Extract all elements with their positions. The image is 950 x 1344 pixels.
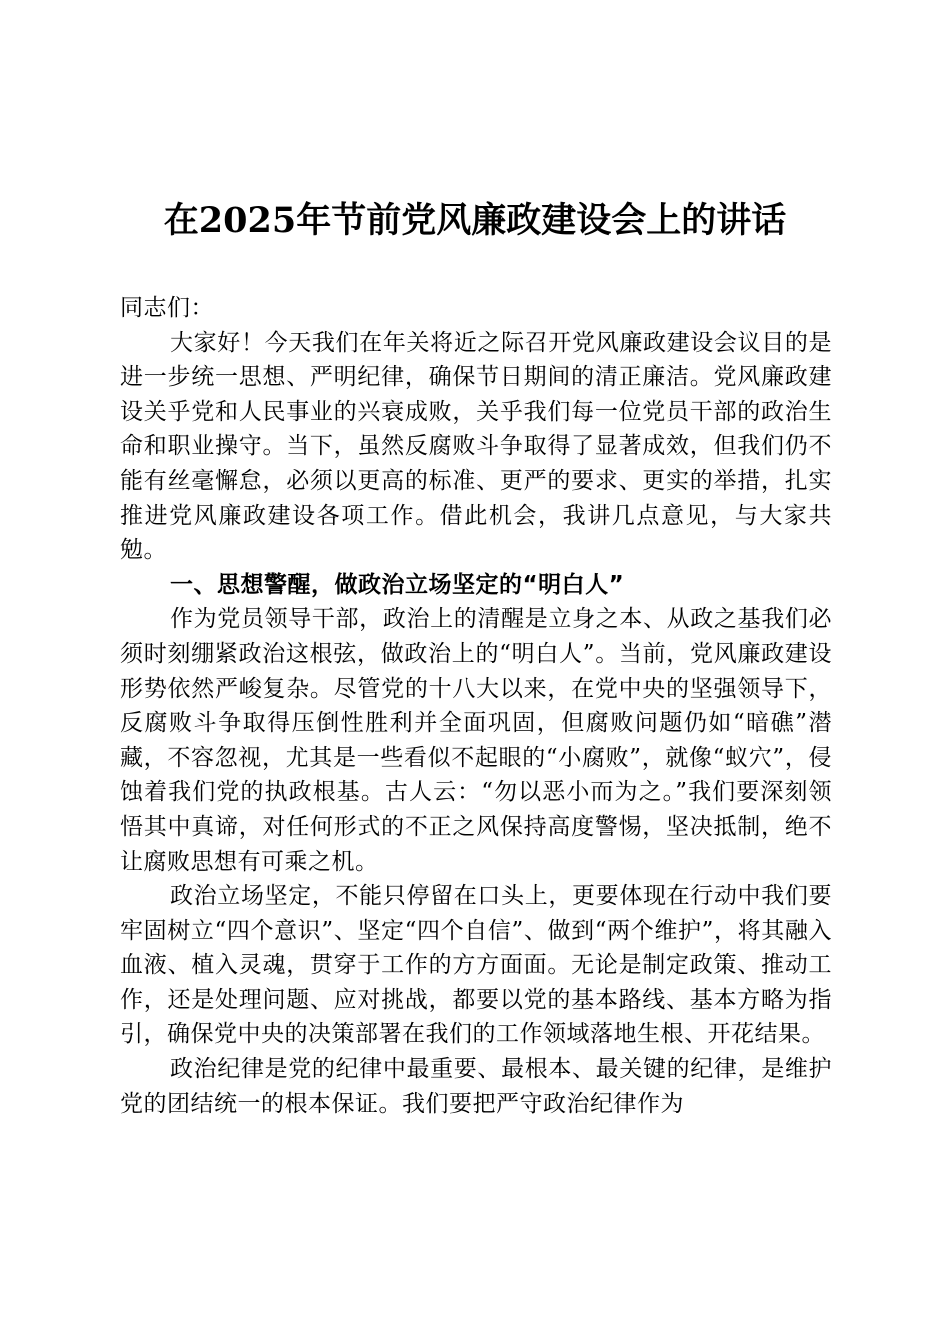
paragraph-political-stance: 政治立场坚定，不能只停留在口头上，更要体现在行动中我们要牢固树立“四个意识”、坚定“四个自信”、做到“两个维护”，将其融入血液、植入灵魂，贯穿于工作的方方面面。无论是制定政策、推动工作，还是处理问题、应对挑战，都要以党的基本路线、基本方略为指引，确保党中央的决策部署在我们的工作领域落地生根、开花结果。 <box>120 883 832 1048</box>
document-body <box>120 291 832 1121</box>
section-heading-1: 一、思想警醒，做政治立场坚定的“明白人” <box>170 571 625 598</box>
paragraph-political-discipline: 政治纪律是党的纪律中最重要、最根本、最关键的纪律，是维护党的团结统一的根本保证。我们要把严守政治纪律作为 <box>120 1056 832 1117</box>
paragraph-opening: 大家好！今天我们在年关将近之际召开党风廉政建设会议目的是进一步统一思想、严明纪律，确保节日期间的清正廉洁。党风廉政建设关乎党和人民事业的兴衰成败，关乎我们每一位党员干部的政治生命和职业操守。当下，虽然反腐败斗争取得了显著成效，但我们仍不能有丝毫懈怠，必须以更高的标准、更严的要求、更实的举措，扎实推进党风廉政建设各项工作。借此机会，我讲几点意见，与大家共勉。 <box>120 329 832 564</box>
paragraph-political-awareness: 作为党员领导干部，政治上的清醒是立身之本、从政之基我们必须时刻绷紧政治这根弦，做政治上的“明白人”。当前，党风廉政建设形势依然严峻复杂。尽管党的十八大以来，在党中央的坚强领导下，反腐败斗争取得压倒性胜利并全面巩固，但腐败问题仍如“暗礁”潜藏，不容忽视，尤其是一些看似不起眼的“小腐败”，就像“蚁穴”，侵蚀着我们党的执政根基。古人云：“勿以恶小而为之。”我们要深刻领悟其中真谛，对任何形式的不正之风保持高度警惕，坚决抵制，绝不让腐败思想有可乘之机。 <box>120 606 832 875</box>
salutation: 同志们： <box>120 295 214 321</box>
document-title: 在2025年节前党风廉政建设会上的讲话 <box>163 200 787 241</box>
